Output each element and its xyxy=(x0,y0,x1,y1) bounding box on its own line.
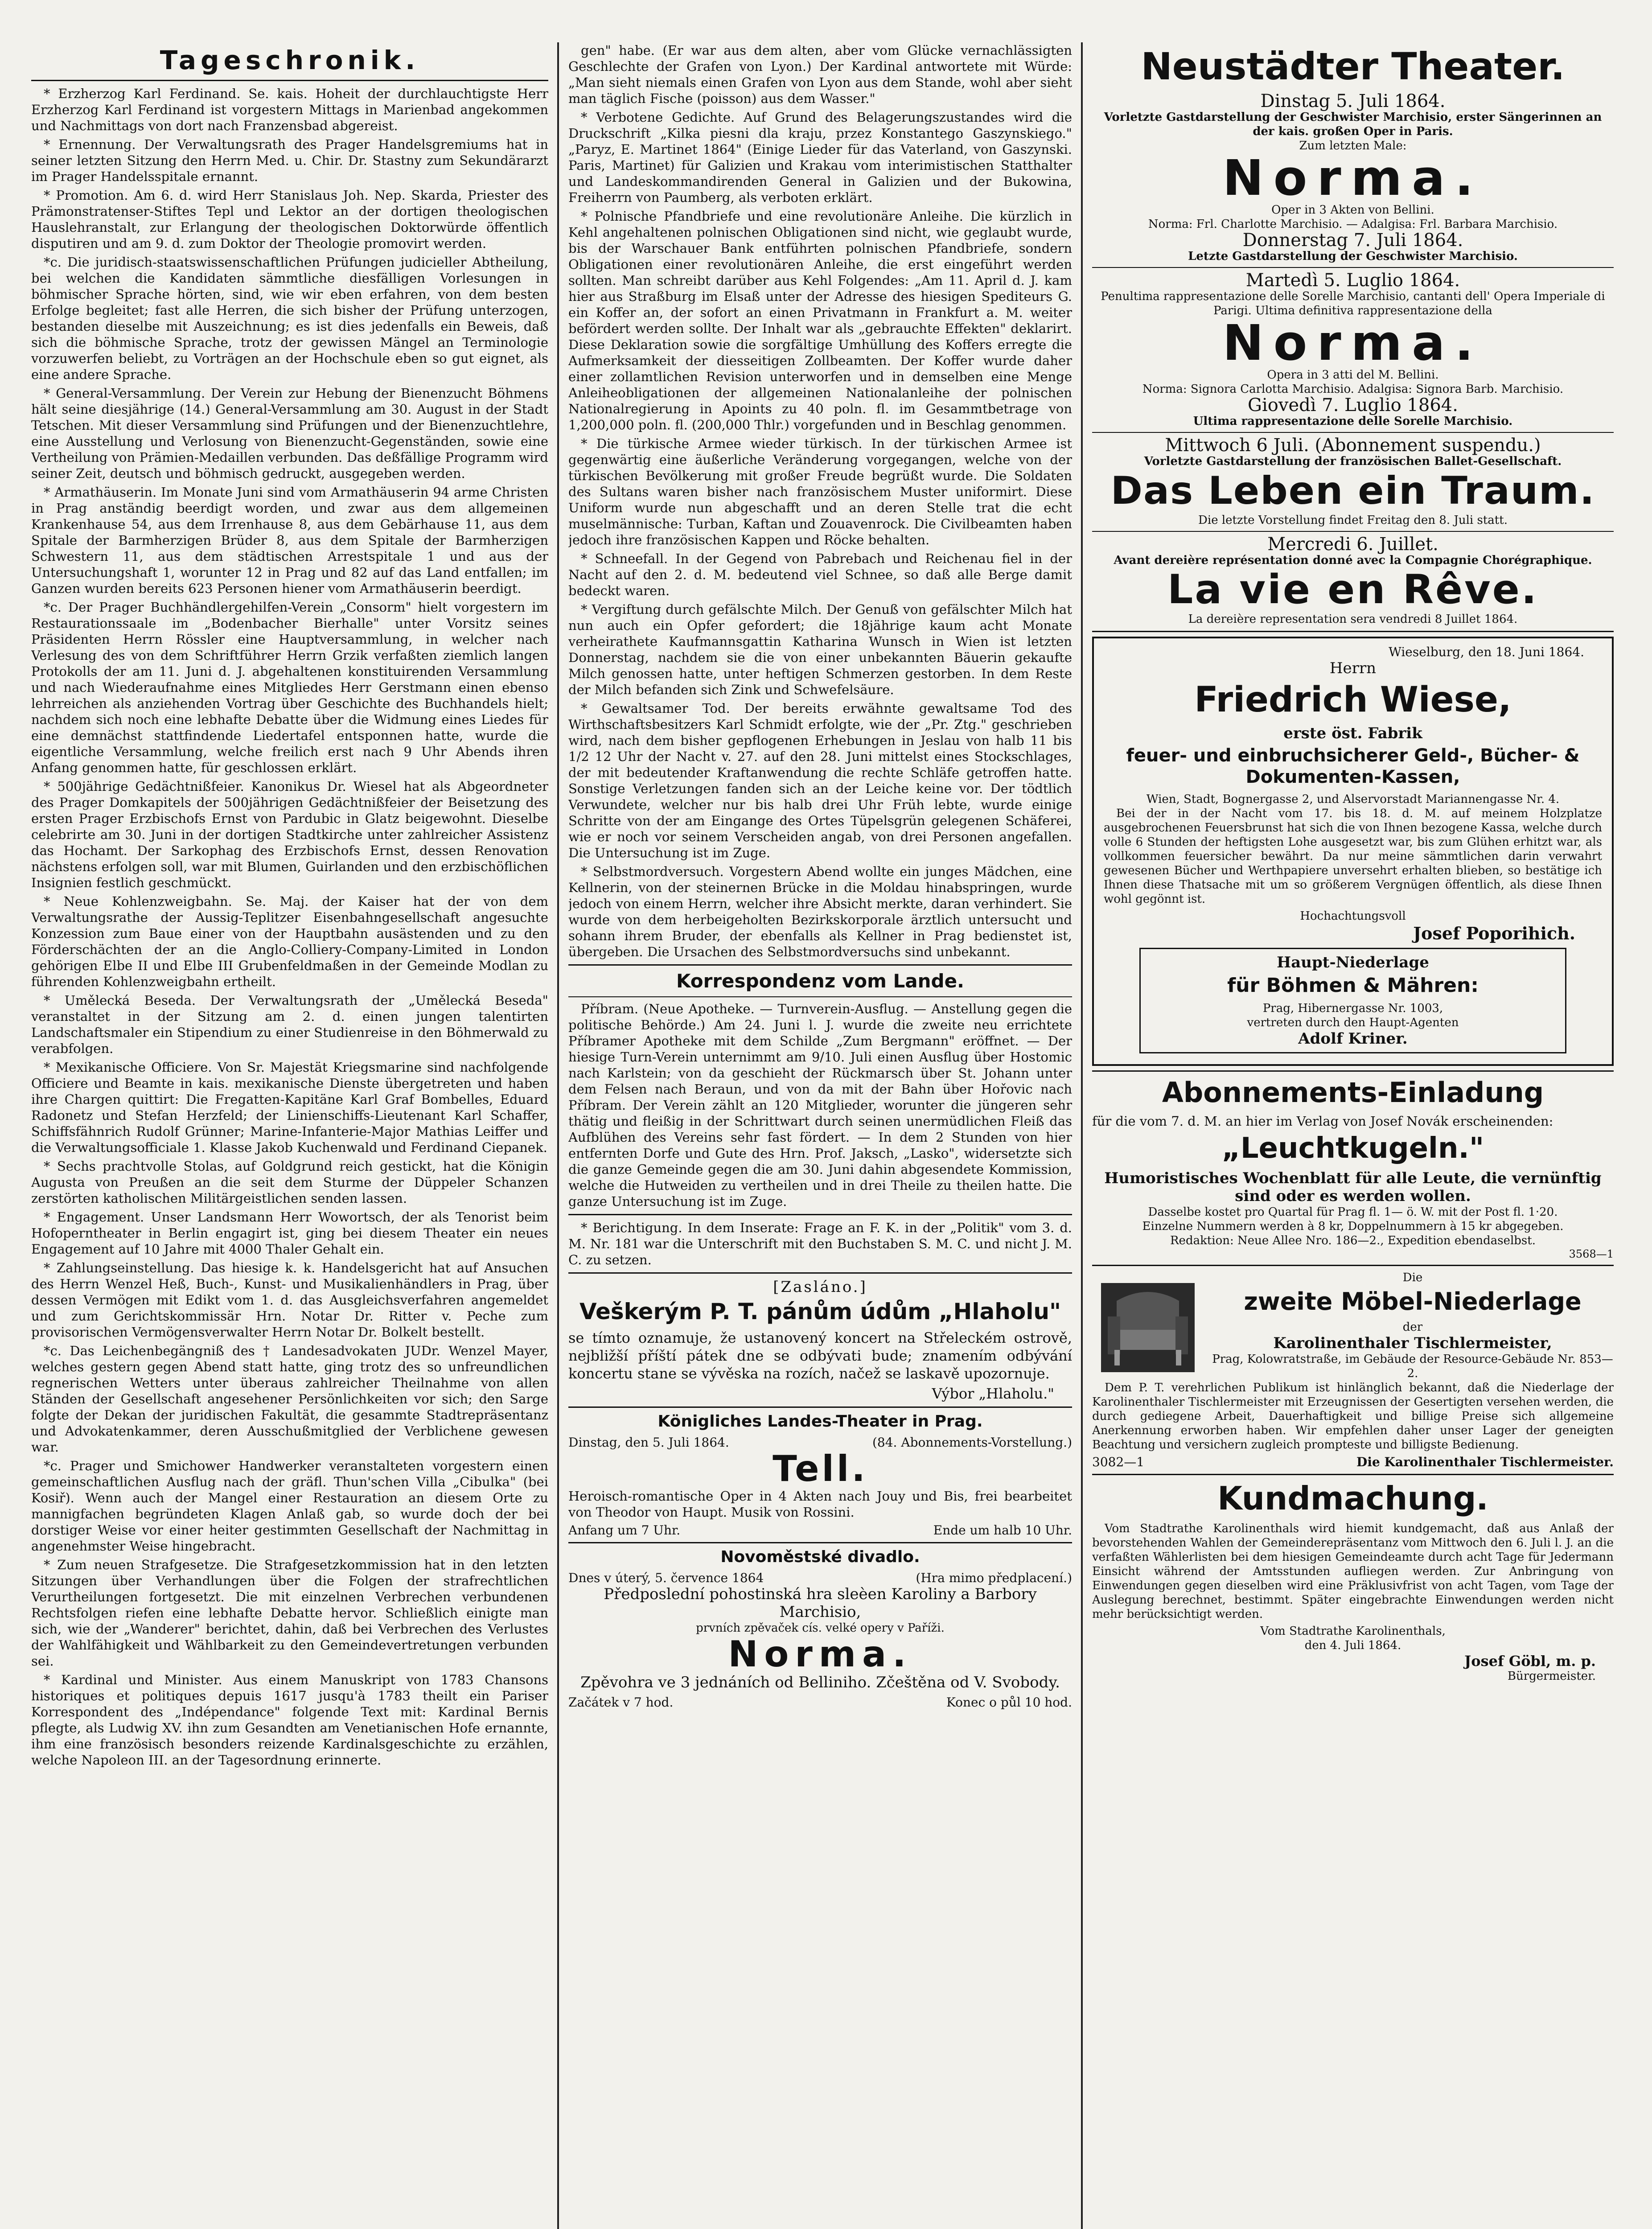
moebel-text: Dem P. T. verehrlichen Publikum ist hinlänglich bekannt, daß die Niederlage der Karolinenthaler Tischlermeister mit Erzeugnissen der Gesertigten versehen werden, die durch gediegene Arbeit, Dauerhaftigkeit und billige Preise sich allgemeine Anerkennung erworben haben. Wir empfehlen daher unser Lager der geneigten Beachtung und versichern zugleich prompteste und billigste Bedienung. xyxy=(1092,1381,1614,1452)
moebel-die: Die xyxy=(1402,1271,1423,1284)
article-paragraph: *c. Das Leichenbegängniß des † Landesadvokaten JUDr. Wenzel Mayer, welches gestern gegen Abend statt hatte, ging trotz des so unfreundlichen regnerischen Wetters unter überaus zahlreicher Theilnahme von allen Ständen der Gesellschaft angesehener Persönlichkeiten vor sich; den Sarge folgte der Dekan der juridischen Fakultät, die gesammte Stadtrepräsentanz und Advokatenkammer, deren Ausschußmitglied der Verblichene gewesen war. xyxy=(31,1343,548,1455)
divider xyxy=(1092,1265,1614,1266)
wiese-advertisement xyxy=(1092,637,1614,1066)
wiese-herrn: Herrn xyxy=(1329,659,1377,677)
divider xyxy=(1092,267,1614,268)
novomestske-description: Zpěvohra ve 3 jednáních od Belliniho. Zčeštěna od V. Svobody. xyxy=(580,1674,1060,1691)
article-paragraph: * Sechs prachtvolle Stolas, auf Goldgrund reich gestickt, hat die Königin Augusta von Preußen an die seit dem Sturme der Düppeler Schanzen zerstörten katholischen Militärgeistlichen senden lassen. xyxy=(31,1159,548,1206)
divider xyxy=(1092,1070,1614,1072)
ballet-last: Die letzte Vorstellung findet Freitag den 8. Juli statt. xyxy=(1198,514,1508,527)
divider xyxy=(568,996,1072,997)
abonnement-name: „Leuchtkugeln." xyxy=(1221,1132,1484,1165)
wiese-regards: Hochachtungsvoll xyxy=(1300,909,1406,923)
column-left xyxy=(31,42,548,2229)
article-paragraph: * Selbstmordversuch. Vorgestern Abend wollte ein junges Mädchen, eine Kellnerin, von der steinernen Brücke in die Moldau hinabspringen, wurde jedoch von einem Herrn, welcher ihre Absicht merkte, daran verhindert. Sie wurde von dem herbeigeholten Bezirkskorporale ärztlich untersucht und sohann ihrem Bruder, der ebenfalls als Kellner in Prag bedienstet ist, übergeben. Die Ursachen des Selbstmordversuchs sind unbekannt. xyxy=(568,864,1072,959)
moebel-der: der xyxy=(1402,1320,1423,1334)
armchair-illustration xyxy=(1092,1274,1204,1372)
zaslano-signature: Výbor „Hlaholu." xyxy=(932,1385,1054,1402)
moebel-footer xyxy=(1092,1455,1614,1469)
hauptniederlage-rep: vertreten durch den Haupt-Agenten xyxy=(1247,1016,1459,1029)
wiese-place: Wieselburg, den 18. Juni 1864. xyxy=(1389,645,1584,659)
landestheater-description: Heroisch-romantische Oper in 4 Akten nach Jouy und Bis, frei bearbeitet von Theodor von Haupt. Musik von Rossini. xyxy=(568,1489,1072,1520)
divider xyxy=(568,1214,1072,1215)
abonnement-title: Abonnements-Einladung xyxy=(1162,1076,1544,1109)
article-paragraph: * Polnische Pfandbriefe und eine revolutionäre Anleihe. Die kürzlich in Kehl angehaltenen polnischen Obligationen sind nicht, wie geglaubt wurde, bis der Warschauer Bank entführten polnischen Pfandbriefe, sondern Obligationen einer revolutionären Anleihe, die erst eingeführt werden sollten. Man schreibt darüber aus Kehl Folgendes: „Am 11. April d. J. kam hier aus Straßburg im Elsaß unter der Adresse des hiesigen Spediteurs G. ein Koffer an, der sofort an einen Privatmann in Frankfurt a. M. weiter befördert werden sollte. Der Inhalt war als „gebrauchte Effekten" deklarirt. Diese Deklaration sowie die sorgfältige Umhüllung des Koffers erregte die Aufmerksamkeit der diesseitigen Zollbeamten. Der Koffer wurde daher einer zollamtlichen Revision unterworfen und in demselben eine Menge Anleiheobligationen der allgemeinen Nationalanleihe der polnischen Nationalregierung in Apoints zu 40 poln. fl. im Gesammtbetrage von 1,200,000 poln. fl. (200,000 Thlr.) vorgefunden und in Beschlag genommen. xyxy=(568,209,1072,432)
kundmachung-signature: Josef Göbl, m. p. xyxy=(1464,1653,1596,1670)
section-title: Tageschronik. xyxy=(160,45,420,75)
article-paragraph: * Mexikanische Officiere. Von Sr. Majestät Kriegsmarine sind nachfolgende Officiere und Beamte in kais. mexikanische Dienste übergetreten und haben ihre Chargen quittirt: Die Fregatten-Kapitäne Karl Graf Bombelles, Eduard Radonetz und Stefan Herzfeld; der Linienschiffs-Lieutenant Karl Schaffer, Schiffsfähnrich Rudolf Grünner; Marine-Infanterie-Major Mathias Leiffer und die Verwaltungsofficiale 1. Klasse Jakob Kuchenwald und Ferdinand Ciepanek. xyxy=(31,1060,548,1155)
novomestske-end: Konec o půl 10 hod. xyxy=(946,1695,1072,1710)
theater-line: Zum letzten Male: xyxy=(1299,139,1407,152)
moebel-address: Prag, Kolowratstraße, im Gebäude der Resource-Gebäude Nr. 853—2. xyxy=(1212,1353,1613,1380)
wiese-name: Friedrich Wiese, xyxy=(1194,680,1512,720)
moebel-ref: 3082—1 xyxy=(1092,1455,1145,1469)
theater-date: Dinstag 5. Juli 1864. xyxy=(1260,91,1446,111)
article-paragraph: * Zahlungseinstellung. Das hiesige k. k. Handelsgericht hat auf Ansuchen des Herrn Wenzel Heß, Buch-, Kunst- und Musikalienhändlers in Prag, über dessen Vermögen mit Edikt vom 1. d. das Ausgleichsverfahren angemeldet und zum Gerichtskommissär Hrn. Notar Dr. Ritter v. Peche zum provisorischen Vermögensverwalter Herrn Notar Dr. Bolkelt bestellt. xyxy=(31,1260,548,1340)
landestheater-title: Königliches Landes-Theater in Prag. xyxy=(658,1412,983,1431)
hauptniederlage-box xyxy=(1139,948,1566,1053)
divider xyxy=(568,1272,1072,1274)
ballet-date-french: Mercredi 6. Juillet. xyxy=(1267,534,1438,555)
theater-date-italian: Giovedì 7. Luglio 1864. xyxy=(1248,395,1458,415)
novomestske-date: Dnes v úterý, 5. července 1864 xyxy=(568,1571,764,1585)
column-rule xyxy=(557,42,559,2229)
moebel-owner: Karolinenthaler Tischlermeister, xyxy=(1273,1334,1552,1352)
hauptniederlage-address: Prag, Hibernergasse Nr. 1003, xyxy=(1262,1002,1443,1015)
abonnement-single: Einzelne Nummern werden à 8 kr, Doppelnummern à 15 kr abgegeben. xyxy=(1142,1220,1564,1233)
moebel-signature: Die Karolinenthaler Tischlermeister. xyxy=(1356,1455,1614,1469)
kundmachung-from: Vom Stadtrathe Karolinenthals, xyxy=(1260,1624,1446,1638)
zaslano-heading: Veškerým P. T. pánům údům „Hlaholu" xyxy=(579,1299,1061,1324)
abonnement-redaktion: Redaktion: Neue Allee Nro. 186—2., Expedition ebendaselbst. xyxy=(1170,1234,1536,1247)
novomestske-note: (Hra mimo předplacení.) xyxy=(916,1571,1072,1585)
novomestske-start: Začátek v 7 hod. xyxy=(568,1695,674,1710)
wiese-sub: erste öst. Fabrik xyxy=(1283,724,1422,742)
landestheater-vorstellung: (84. Abonnements-Vorstellung.) xyxy=(872,1435,1072,1450)
divider xyxy=(1092,531,1614,532)
hauptniederlage-for: für Böhmen & Mähren: xyxy=(1227,974,1479,997)
wiese-goods: feuer- und einbruchsicherer Geld-, Bücher- & Dokumenten-Kassen, xyxy=(1126,745,1580,787)
theater-line: Vorletzte Gastdarstellung der Geschwister Marchisio, erster Sängerinnen an der kais. großen Oper in Paris. xyxy=(1104,111,1602,138)
article-paragraph: * Erzherzog Karl Ferdinand. Se. kais. Hoheit der durchlauchtigste Herr Erzherzog Karl Ferdinand ist vorgestern Mittags in Marienbad angekommen und Nachmittags von dort nach Franzensbad abgereist. xyxy=(31,86,548,133)
newspaper-page xyxy=(31,42,1614,2229)
landestheater-play: Tell. xyxy=(773,1448,868,1489)
divider xyxy=(1092,631,1614,632)
novomestske-dateline xyxy=(568,1571,1072,1585)
column-rule xyxy=(1081,42,1083,2229)
wiese-signature: Josef Poporihich. xyxy=(1413,923,1575,943)
novomestske-play: Norma. xyxy=(728,1633,912,1675)
zaslano-label: [Zasláno.] xyxy=(773,1278,867,1296)
abonnement-intro: für die vom 7. d. M. an hier im Verlag von Josef Novák erscheinenden: xyxy=(1092,1114,1553,1129)
column-middle xyxy=(568,42,1072,2229)
article-paragraph: * Neue Kohlenzweigbahn. Se. Maj. der Kaiser hat der von dem Verwaltungsrathe der Aussig-Teplitzer Eisenbahngesellschaft angesuchte Konzession zum Baue einer von der Hauptbahn ausästenden und zu den Förderschächten der an die Anglo-Colliery-Company-Limited in London gehörigen Elbe II und Elbe III Grubenfeldmaßen in der Gemeinde Modlan zu führenden Kohlenzweigbahn ertheilt. xyxy=(31,894,548,989)
divider xyxy=(568,1542,1072,1543)
article-paragraph: * Die türkische Armee wieder türkisch. In der türkischen Armee ist gegenwärtig eine äußerliche Veränderung vorgegangen, welche von der türkischen Bevölkerung mit großer Freude begrüßt wurde. Die Soldaten des Sultans waren bisher nach französischem Muster uniformirt. Diese Uniform wurde nun abgeschafft und an deren Stelle trat die echt muselmännische: Turban, Kaftan und Zouavenrock. Die Civilbeamten haben jedoch ihre französischen Kappen und Röcke behalten. xyxy=(568,436,1072,547)
theater-cast-italian: Norma: Signora Carlotta Marchisio. Adalgisa: Signora Barb. Marchisio. xyxy=(1142,382,1564,396)
theater-line-italian: Penultima rappresentazione delle Sorelle Marchisio, cantanti dell' Opera Imperiale di Parigi. Ultima definitiva rappresentazione della xyxy=(1101,290,1605,317)
landestheater-start: Anfang um 7 Uhr. xyxy=(568,1523,681,1538)
divider xyxy=(1092,432,1614,433)
abonnement-ref: 3568—1 xyxy=(1569,1248,1614,1260)
theater-date: Donnerstag 7. Juli 1864. xyxy=(1242,230,1463,251)
ballet-date: Mittwoch 6 Juli. (Abonnement suspendu.) xyxy=(1165,435,1541,456)
kundmachung-title: Kundmachung. xyxy=(1217,1480,1488,1517)
article-paragraph: * Umělecká Beseda. Der Verwaltungsrath der „Umělecká Beseda" veranstaltet in der Sitzung am 2. d. einen jungen talentirten Landschaftsmaler ein Stipendium zu einer Studienreise in den Böhmerwald zu verabfolgen. xyxy=(31,993,548,1056)
hauptniederlage-agent: Adolf Kriner. xyxy=(1298,1030,1408,1048)
theater-cast: Norma: Frl. Charlotte Marchisio. — Adalgisa: Frl. Barbara Marchisio. xyxy=(1148,218,1558,231)
column-right xyxy=(1092,42,1614,2229)
novomestske-sub: prvních zpěvaček cís. velké opery v Paříži. xyxy=(696,1621,945,1635)
ballet-play-french: La vie en Rêve. xyxy=(1167,566,1538,613)
divider xyxy=(568,1406,1072,1408)
abonnement-description: Humoristisches Wochenblatt für alle Leute, die vernünftig sind oder es werden wollen. xyxy=(1104,1169,1602,1205)
theater-title: Neustädter Theater. xyxy=(1141,45,1565,88)
berichtigung-paragraph: * Berichtigung. In dem Inserate: Frage an F. K. in der „Politik" vom 3. d. M. Nr. 181 war die Unterschrift mit den Buchstaben S. M. C. und nicht J. M. C. zu setzen. xyxy=(568,1220,1072,1267)
kundmachung-date: den 4. Juli 1864. xyxy=(1304,1639,1401,1652)
article-paragraph: *c. Der Prager Buchhändlergehilfen-Verein „Consorm" hielt vorgestern im Restaurationssaale im „Bodenbacher Bierhalle" unter Vorsitz seines Präsidenten Herrn Rössler eine Hauptversammlung, in welcher nach Verlesung des von dem Schriftführer Herrn Grzik verfaßten ziemlich langen Protokolls der am 11. Juni d. J. abgehaltenen konstituirenden Versammlung und nach Wiederaufnahme eines Mitgliedes Herr Gerstmann einen ebenso lehrreichen als anziehenden Vortrag über Geschichte des Buchhandels hielt; nachdem sich noch eine lebhafte Debatte über die Widmung eines Liedes für eine demnächst stattfindende Liedertafel entsponnen hatte, wurde die eigentliche Versammlung, welche freilich erst nach 9 Uhr Abends ihren Anfang genommen hatte, für geschlossen erklärt. xyxy=(31,600,548,775)
kundmachung-role: Bürgermeister. xyxy=(1507,1670,1596,1683)
divider xyxy=(31,80,548,81)
article-paragraph: * Kardinal und Minister. Aus einem Manuskript von 1783 Chansons historiques et politiques depuis 1617 jusqu'à 1783 theilt ein Pariser Korrespondent des „Indépendance" folgende Text mit: Kardinal Bernis pflegte, als Ludwig XV. ihn zum Gesandten am Venetianischen Hofe ernannte, ihm eine französisch besonders reizende Kardinalsgeschichte zu erzählen, welche Napoleon III. an der Tagesordnung erinnerte. xyxy=(31,1672,548,1768)
theater-opera-italian: Opera in 3 atti del M. Bellini. xyxy=(1267,368,1439,382)
moebel-title: zweite Möbel-Niederlage xyxy=(1244,1287,1582,1316)
article-paragraph: * Vergiftung durch gefälschte Milch. Der Genuß von gefälschter Milch hat nun auch ein Opfer gefordert; die 18jährige kaum acht Monate verheirathete Kaufmannsgattin Katharina Wunsch in Wien ist letzten Donnerstag, nachdem sie die von einer unbekannten Bäuerin gekaufte Milch genossen hatte, unter heftigen Schmerzen gestorben. In dem Reste der Milch befanden sich Zink und Schwefelsäure. xyxy=(568,602,1072,697)
kundmachung-text: Vom Stadtrathe Karolinenthals wird hiemit kundgemacht, daß aus Anlaß der bevorstehenden Wahlen der Gemeinderepräsentanz vom Mittwoch den 6. Juli l. J. an die verfaßten Wählerlisten bei dem hiesigen Gemeindeamte durch acht Tage für Jedermann Einsicht während der Amtsstunden aufliegen werden. Zur Anbringung von Einwendungen gegen dieselben wird eine Präklusivfrist von acht Tagen, vom Tage der Auslegung berechnet, bestimmt. Später eingebrachte Einwendungen werden nicht mehr berücksichtigt werden. xyxy=(1092,1522,1614,1621)
article-paragraph: * Verbotene Gedichte. Auf Grund des Belagerungszustandes wird die Druckschrift „Kilka piesni dla kraju, przez Konstantego Gaszynskiego." „Paryz, E. Martinet 1864" (Einige Lieder für das Vaterland, von Gaszynski. Paris, Martinet) für Galizien und Krakau vom interimistischen Statthalter und Landeskommandirenden General in Galizien und der Bukowina, Freiherrn von Paumberg, als verboten erklärt. xyxy=(568,110,1072,205)
landestheater-date: Dinstag, den 5. Juli 1864. xyxy=(568,1435,729,1450)
theater-play-norma-italian: Norma. xyxy=(1222,314,1484,371)
theater-date-italian: Martedì 5. Luglio 1864. xyxy=(1245,270,1460,291)
novomestske-times xyxy=(568,1695,1072,1710)
article-paragraph: * Ernennung. Der Verwaltungsrath des Prager Handelsgremiums hat in seiner letzten Sitzung den Herrn Med. u. Chir. Dr. Stastny zum Sekundärarzt im Prager Handelsspitale ernannt. xyxy=(31,137,548,184)
landestheater-times xyxy=(568,1523,1072,1538)
divider xyxy=(1092,1474,1614,1475)
article-paragraph: * Gewaltsamer Tod. Der bereits erwähnte gewaltsame Tod des Wirthschaftsbesitzers Karl Schmidt erfolgte, wie der „Pr. Ztg." geschrieben wird, nach dem bisher gepflogenen Erhebungen in Jeslau von halb 11 bis 1/2 12 Uhr der Nacht v. 27. auf den 28. Juni mittelst eines Stockschlages, der mit bedeutender Kraftanwendung die rechte Schläfe getroffen hatte. Sonstige Verletzungen fanden sich an der Leiche keine vor. Der tödtlich Verwundete, welcher nur bis halb drei Uhr Früh lebte, wurde einige Schritte von der am Eingange des Ortes Tüpelsgrün gelegenen Schäferei, wie er noch vor seinem Verscheiden angab, von drei Personen angefallen. Die Untersuchung ist im Zuge. xyxy=(568,701,1072,860)
abonnement-price: Dasselbe kostet pro Quartal für Prag fl. 1— ö. W. mit der Post fl. 1·20. xyxy=(1148,1205,1558,1219)
article-paragraph: * Engagement. Unser Landsmann Herr Wowortsch, der als Tenorist beim Hofoperntheater in Berlin engagirt ist, ging bei diesem Theater ein neues Engagement auf 10 Jahre mit 4000 Thaler Gehalt ein. xyxy=(31,1209,548,1257)
article-paragraph: * Armathäuserin. Im Monate Juni sind vom Armathäuserin 94 arme Christen in Prag anständig beerdigt worden, und zwar aus dem allgemeinen Krankenhause 54, aus dem Irrenhause 8, aus dem Gebärhause 11, aus dem Spitale der Barmherzigen Brüder 8, aus dem Spitale der Barmherzigen Schwestern 11, aus dem städtischen Arrestspitale 1 und aus der Untersuchungshaft 1, worunter 12 in Prag und 82 auf das Land entfallen; im Ganzen wurden bereits 623 Personen hiener vom Armathäuserin beerdigt. xyxy=(31,485,548,596)
article-paragraph: *c. Prager und Smichower Handwerker veranstalteten vorgestern einen gemeinschaftlichen Ausflug nach der gräfl. Thun'schen Villa „Cibulka" (bei Kosiř). Wenn auch der Mangel einer Restauration an diesem Orte zu mannigfachen begründeten Klagen Anlaß gab, so wurde doch der bei dorstiger Weise vor einer heiter gestimmten Gesellschaft der Nachmittag in angenehmster Weise hingebracht. xyxy=(31,1458,548,1554)
hauptniederlage-title: Haupt-Niederlage xyxy=(1277,954,1429,971)
zaslano-text: se tímto oznamuje, že ustanovený koncert na Střeleckém ostrově, nejbližší příští pátek dne se odbývati bude; znamením odbývání koncertu stane se vývěska na rozích, načež se laskavě upozornuje. xyxy=(568,1329,1072,1382)
novomestske-title: Novoměstské divadlo. xyxy=(720,1548,920,1566)
article-paragraph: * General-Versammlung. Der Verein zur Hebung der Bienenzucht Böhmens hält seine diesjährige (14.) General-Versammlung am 30. August in der Stadt Tetschen. Mit dieser Versammlung sind Prüfungen und der Bienenzuchtlehre, eine Ausstellung und Verlosung von Bienenzucht-Gegenständen, sowie eine Vertheilung von Prämien-Medaillen verbunden. Das deßfällige Programm wird seiner Zeit, deutsch und böhmisch gedruckt, ausgegeben werden. xyxy=(31,386,548,481)
article-paragraph: * Zum neuen Strafgesetze. Die Strafgesetzkommission hat in den letzten Sitzungen über Verhandlungen über die Folgen der strafrechtlichen Verurtheilungen fortgesetzt. Die mit einzelnen Verbrechen verbundenen Rechtsfolgen riefen eine lebhafte Debatte hervor. Schließlich einigte man sich, wie der „Wanderer" berichtet, dahin, daß bei Verbrechen des Verlustes der Wahlfähigkeit und Wählbarkeit zu den Gemeindevertretungen verbunden sei. xyxy=(31,1557,548,1669)
ballet-line-french: Avant dereière représentation donné avec la Compagnie Chorégraphique. xyxy=(1114,554,1592,567)
theater-play-norma: Norma. xyxy=(1222,149,1484,206)
theater-last: Letzte Gastdarstellung der Geschwister Marchisio. xyxy=(1188,250,1518,263)
divider xyxy=(568,964,1072,966)
wiese-text: Bei der in der Nacht vom 17. bis 18. d. M. auf meinem Holzplatze ausgebrochenen Feuersbrunst hat sich die von Ihnen bezogene Kassa, welche durch volle 6 Stunden der heftigsten Lohe ausgesetzt war, bis zum Glühen erhitzt war, als vollkommen feuersicher bewährt. Da nur meine sämmtlichen darin verwahrt gewesenen Bücher und Werthpapiere unversehrt erhalten blieben, so bestätige ich Ihnen diese Thatsache mit um so größerem Vergnügen öffentlich, als diese Ihnen wohl gegönnt ist. xyxy=(1104,807,1602,906)
landestheater-end: Ende um halb 10 Uhr. xyxy=(933,1523,1072,1538)
article-paragraph: * 500jährige Gedächtnißfeier. Kanonikus Dr. Wiesel hat als Abgeordneter des Prager Domkapitels der 500jährigen Gedächtnißfeier der Beisetzung des ersten Prager Erzbischofs Ernst von Pardubic in Glatz beigewohnt. Dieselbe celebrirte am 30. Juni in der dortigen Stadtkirche unter zahlreicher Assistenz das Hochamt. Der Sarkophag des Erzbischofs Ernst, dessen Renovation nächstens erfolgen soll, war mit Blumen, Guirlanden und den erzbischöflichen Insignien festlich geschmückt. xyxy=(31,779,548,890)
korrespondenz-title: Korrespondenz vom Lande. xyxy=(676,970,965,992)
article-paragraph: * Promotion. Am 6. d. wird Herr Stanislaus Joh. Nep. Skarda, Priester des Prämonstratenser-Stiftes Tepl und Lektor an der dortigen theologischen Hauslehranstalt, zur Erlangung der theologischen Doktorwürde öffentlich disputiren und am 9. d. zum Doktor der Theologie promovirt werden. xyxy=(31,188,548,251)
theater-oper: Oper in 3 Akten von Bellini. xyxy=(1271,203,1434,217)
article-paragraph: * Schneefall. In der Gegend von Pabrebach und Reichenau fiel in der Nacht auf den 2. d. M. bedeutend viel Schnee, so daß alle Berge damit bedeckt waren. xyxy=(568,551,1072,598)
ballet-play: Das Leben ein Traum. xyxy=(1110,469,1595,513)
moebel-advertisement xyxy=(1092,1271,1614,1469)
ballet-last-french: La dereière representation sera vendredi 8 Juillet 1864. xyxy=(1188,613,1518,626)
novomestske-line: Předposlední pohostinská hra sleèen Karoliny a Barbory Marchisio, xyxy=(604,1585,1037,1621)
wiese-address: Wien, Stadt, Bognergasse 2, und Alservorstadt Mariannengasse Nr. 4. xyxy=(1146,793,1560,806)
theater-last-italian: Ultima rappresentazione delle Sorelle Marchisio. xyxy=(1193,415,1513,428)
korrespondenz-paragraph: Příbram. (Neue Apotheke. — Turnverein-Ausflug. — Anstellung gegen die politische Behörde.) Am 24. Juni l. J. wurde die zweite neu errichtete Příbramer Apotheke mit dem Schilde „Zum Bergmann" eröffnet. — Der hiesige Turn-Verein unternimmt am 9/10. Juli einen Ausflug über Hostomic nach Karlstein; von da geschieht der Rückmarsch über St. Johann unter dem Felsen nach Beraun, und von da mit der Bahn über Hořovic nach Příbram. Der Verein zählt an 120 Mitglieder, worunter die jüngeren sehr thätig und fleißig in der Schrittwart durch seinen unermüdlichen Fleiß das Aufblühen des Vereins sehr fast fördert. — In dem 2 Stunden von hier entfernten Dorfe und Gute des Hrn. Prof. Jaksch, „Lasko", widersetzte sich die ganze Gemeinde gegen die am 30. Juni dahin abgesendete Kommission, welche die Hutweiden zu vertheilen und in drei Theile zu theilen hatte. Die ganze Untersuchung ist im Zuge. xyxy=(568,1001,1072,1209)
article-paragraph: *c. Die juridisch-staatswissenschaftlichen Prüfungen judicieller Abtheilung, bei welchen die Kandidaten sämmtliche diesfälligen Vorlesungen in böhmischer Sprache hörten, sind, wie wir eben erfahren, von dem besten Erfolge begleitet; fast alle Herren, die sich bisher der Prüfung unterzogen, bestanden dieselbe mit Auszeichnung; es ist dies jedenfalls ein Beweis, daß sich die böhmische Sprache, trotz der gewissen Mängel an Terminologie vorzuwerfen beliebt, zu Vorträgen an der Hochschule eben so gut eignet, als eine andere Sprache. xyxy=(31,255,548,382)
ballet-line: Vorletzte Gastdarstellung der französischen Ballet-Gesellschaft. xyxy=(1144,455,1562,468)
article-paragraph: gen" habe. (Er war aus dem alten, aber vom Glücke vernachlässigten Geschlechte der Grafen von Lyon.) Der Kardinal antwortete mit Würde: „Man sieht niemals einen Grafen von Lyon aus dem Stande, wohl aber sieht man täglich Fische (poisson) aus dem Wasser." xyxy=(568,43,1072,106)
